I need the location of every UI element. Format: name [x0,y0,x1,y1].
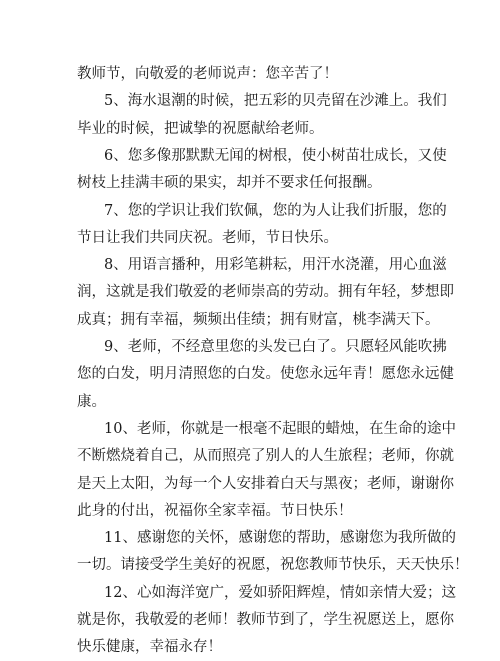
text-line-content: 9、老师，不经意里您的头发已白了。只愿轻风能吹拂 [104,339,447,355]
text-line-content: 润，这就是我们敬爱的老师崇高的劳动。拥有年轻，梦想即 [77,284,454,301]
text-line [0,360,500,388]
text-line [0,115,500,143]
text-line [0,306,500,334]
text-line [0,87,500,115]
text-line [0,224,500,252]
text-line-content: 您的白发，明月清照您的白发。使您永远年青！愿您永远健 [77,366,454,383]
text-line [0,606,500,634]
text-line [0,524,500,552]
text-line [0,197,500,225]
text-line [0,142,500,170]
text-line [0,470,500,498]
text-line-content: 节日让我们共同庆祝。老师，节日快乐。 [77,229,338,246]
text-line-content: 树枝上挂满丰硕的果实，却并不要求任何报酬。 [77,175,382,192]
text-line-content: 8、用语言播种，用彩笔耕耘，用汗水浇灌，用心血滋 [104,257,447,274]
text-line-content: 教师节，向敬爱的老师说声：您辛苦了！ [77,66,338,82]
text-line [0,551,500,579]
text-line-content: 10、老师，你就是一根毫不起眼的蜡烛，在生命的途中 [104,420,456,437]
text-line-content: 就是你，我敬爱的老师！教师节到了，学生祝愿送上，愿你 [77,612,454,628]
text-line [0,251,500,279]
text-line [0,579,500,607]
text-line-content: 康。 [77,393,106,410]
text-line [0,169,500,197]
text-line [0,633,500,661]
text-line-content: 5、海水退潮的时候，把五彩的贝壳留在沙滩上。我们 [104,93,447,110]
text-line [0,278,500,306]
text-line-content: 一切。请接受学生美好的祝愿，祝您教师节快乐，天天快乐！ [77,557,469,574]
text-line [0,388,500,416]
text-line [0,415,500,443]
text-line-content: 此身的付出，祝福你全家幸福。节日快乐！ [77,502,353,519]
text-line-content: 不断燃烧着自己，从而照亮了别人的人生旅程；老师，你就 [77,448,454,465]
text-line-content: 6、您多像那默默无闻的树根，使小树苗壮成长，又使 [104,147,447,164]
text-line-content: 7、您的学识让我们钦佩，您的为人让我们折服，您的 [104,202,447,219]
text-line [0,60,500,88]
text-line-content: 毕业的时候，把诚挚的祝愿献给老师。 [77,120,324,137]
text-line [0,333,500,361]
text-line [0,497,500,525]
text-line-content: 成真；拥有幸福，频频出佳绩；拥有财富，桃李满天下。 [77,311,440,328]
text-line-content: 快乐健康，幸福永存！ [77,639,222,656]
text-line-content: 11、感谢您的关怀，感谢您的帮助，感谢您为我所做的 [104,530,456,547]
text-line-content: 是天上太阳，为每一个人安排着白天与黑夜；老师，谢谢你 [77,475,454,492]
text-line-content: 12、心如海洋宽广，爱如骄阳辉煌，情如亲情大爱；这 [104,584,456,601]
text-line [0,442,500,470]
